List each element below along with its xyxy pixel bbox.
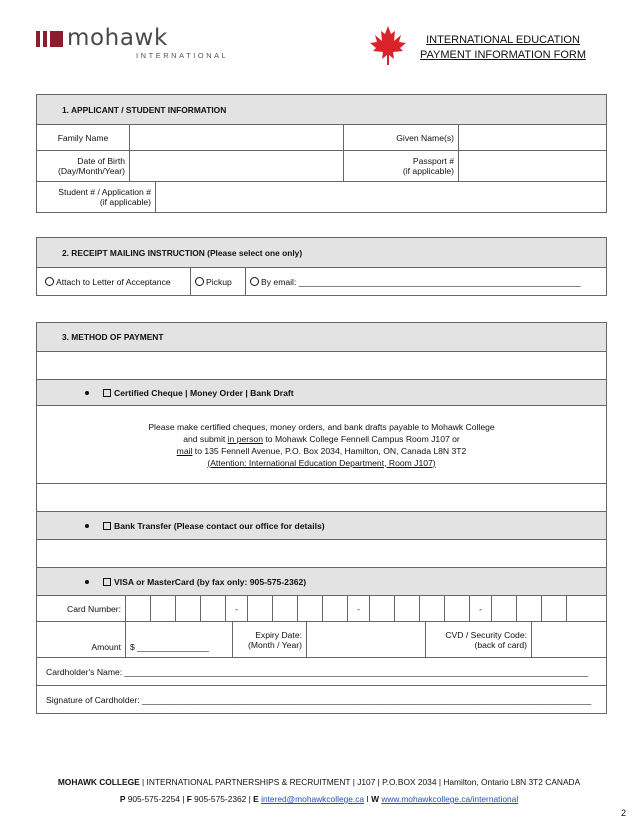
cardholder-name-row — [37, 657, 606, 685]
cheque-option[interactable]: Certified Cheque | Money Order | Bank Draft — [37, 380, 298, 405]
card-separator: - — [225, 596, 247, 621]
card-digit-box[interactable] — [566, 596, 606, 621]
radio-icon[interactable] — [250, 277, 259, 286]
family-name-field[interactable] — [129, 125, 343, 150]
signature-row — [37, 685, 606, 713]
bank-transfer-option-row — [37, 511, 606, 539]
footer-address: MOHAWK COLLEGE | INTERNATIONAL PARTNERSHIPS & RECRUITMENT | J107 | P.O.BOX 2034 | Hamilton, Ontario L8N 3T2 CANADA — [57, 777, 581, 787]
mohawk-logo — [36, 25, 236, 65]
cvd-label: CVD / Security Code: (back of card) — [425, 622, 531, 657]
spacer-row — [37, 539, 606, 567]
logo-wordmark: mohawk — [67, 25, 168, 51]
receipt-options-row — [37, 267, 606, 295]
card-digit-box[interactable] — [394, 596, 419, 621]
cheque-instructions: Please make certified cheques, money orders, and bank drafts payable to Mohawk College and submit in person to Mohawk College Fennell Campus Room J107 or mail to 135 Fennell Avenue, P.O. Box 2034, Hamilton, ON, Canada L8N 3T2 (Attention: International Education Department, Room J107) — [148, 421, 495, 468]
signature-field[interactable]: Signature of Cardholder: ______________________________________________________________________________________________ — [46, 694, 592, 705]
dob-field[interactable] — [129, 151, 343, 181]
section-header — [37, 323, 606, 351]
student-number-field[interactable] — [155, 182, 606, 212]
cheque-instructions-row — [37, 405, 606, 483]
given-names-field[interactable] — [458, 125, 606, 150]
payment-method-section — [36, 322, 607, 714]
credit-card-option-row — [37, 567, 606, 595]
card-digit-box[interactable] — [444, 596, 469, 621]
logo-subtitle: INTERNATIONAL — [136, 51, 229, 60]
credit-card-option[interactable]: VISA or MasterCard (by fax only: 905-575-2362) — [37, 568, 310, 595]
bullet-icon — [85, 524, 89, 528]
radio-icon[interactable] — [195, 277, 204, 286]
name-row — [37, 124, 606, 150]
email-link[interactable]: intered@mohawkcollege.ca — [261, 794, 365, 804]
student-number-label: Student # / Application # (if applicable) — [58, 187, 151, 207]
bullet-icon — [85, 580, 89, 584]
card-digit-box[interactable] — [247, 596, 272, 621]
section-header — [37, 238, 606, 267]
option-email[interactable]: By email: ___________________________________________________________ — [245, 268, 606, 295]
card-number-row — [37, 595, 606, 621]
receipt-mailing-section — [36, 237, 607, 296]
student-number-row — [37, 181, 606, 212]
checkbox-icon[interactable] — [103, 522, 111, 530]
section-header — [37, 95, 606, 124]
card-digit-box[interactable] — [369, 596, 394, 621]
family-name-label: Family Name — [57, 132, 109, 143]
card-digit-box[interactable] — [491, 596, 516, 621]
expiry-label: Expiry Date: (Month / Year) — [232, 622, 306, 657]
bullet-icon — [85, 391, 89, 395]
cvd-field[interactable] — [531, 622, 606, 657]
page-number: 2 — [620, 808, 626, 818]
section-title: 2. RECEIPT MAILING INSTRUCTION (Please select one only) — [62, 247, 303, 258]
card-digit-box[interactable] — [175, 596, 200, 621]
form-title: INTERNATIONAL EDUCATION PAYMENT INFORMATION FORM — [419, 34, 586, 61]
applicant-info-section — [36, 94, 607, 213]
website-link[interactable]: www.mohawkcollege.ca/international — [381, 794, 519, 804]
given-names-label: Given Name(s) — [343, 125, 458, 150]
section-title: 1. APPLICANT / STUDENT INFORMATION — [62, 104, 227, 115]
passport-label: Passport # (if applicable) — [343, 151, 458, 181]
amount-row — [37, 621, 606, 657]
card-digit-box[interactable] — [150, 596, 175, 621]
checkbox-icon[interactable] — [103, 578, 111, 586]
dob-label: Date of Birth (Day/Month/Year) — [57, 156, 125, 176]
card-separator: - — [469, 596, 491, 621]
footer-contact: P 905-575-2254 | F 905-575-2362 | E intered@mohawkcollege.ca I W www.mohawkcollege.ca/international — [119, 794, 519, 804]
card-digit-box[interactable] — [541, 596, 566, 621]
cheque-option-row — [37, 379, 606, 405]
radio-icon[interactable] — [45, 277, 54, 286]
cardholder-name-field[interactable]: Cardholder's Name: _________________________________________________________________________________________________ — [46, 666, 589, 677]
card-digit-box[interactable] — [272, 596, 297, 621]
card-digit-box[interactable] — [297, 596, 322, 621]
dob-row — [37, 150, 606, 181]
card-separator: - — [347, 596, 369, 621]
passport-field[interactable] — [458, 151, 606, 181]
amount-field[interactable]: $ _______________ — [125, 622, 232, 657]
checkbox-icon[interactable] — [103, 389, 111, 397]
card-number-label: Card Number: — [67, 603, 121, 614]
card-digit-box[interactable] — [419, 596, 444, 621]
spacer-row — [37, 483, 606, 511]
option-attach-letter[interactable]: Attach to Letter of Acceptance — [37, 268, 190, 295]
card-digit-box[interactable] — [125, 596, 150, 621]
amount-label: Amount — [91, 642, 121, 652]
card-digit-box[interactable] — [322, 596, 347, 621]
card-digit-box[interactable] — [516, 596, 541, 621]
bank-transfer-option[interactable]: Bank Transfer (Please contact our office for details) — [37, 512, 329, 539]
section-title: 3. METHOD OF PAYMENT — [62, 332, 164, 342]
card-digit-box[interactable] — [200, 596, 225, 621]
option-pickup[interactable]: Pickup — [190, 268, 245, 295]
expiry-field[interactable] — [306, 622, 425, 657]
spacer-row — [37, 351, 606, 379]
